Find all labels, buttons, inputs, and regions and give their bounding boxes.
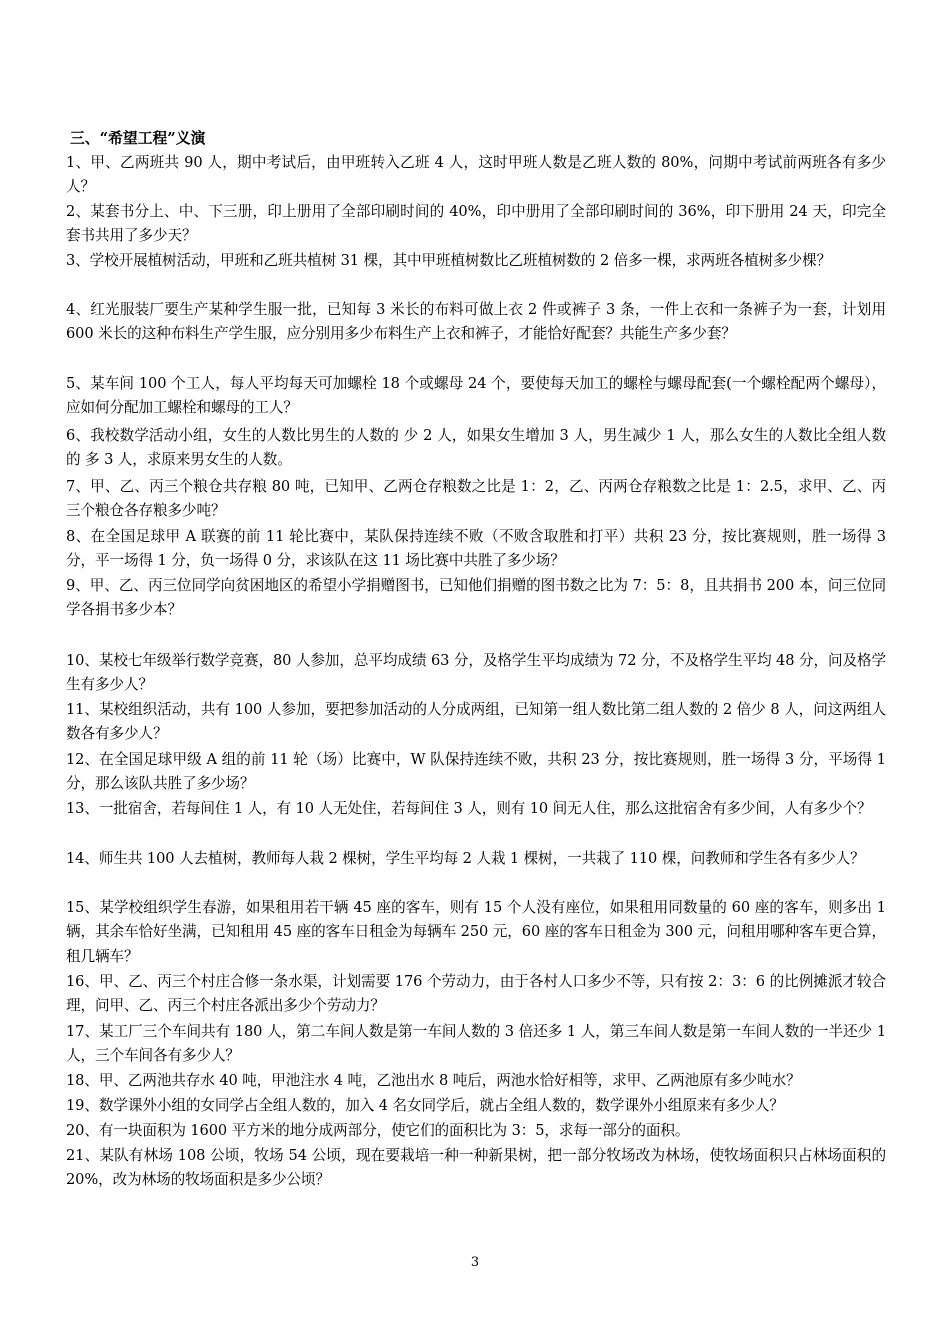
- question-11: 11、某校组织活动，共有 100 人参加，要把参加活动的人分成两组，已知第一组人数比第二组人数的 2 倍少 8 人，问这两组人数各有多少人？: [66, 701, 886, 743]
- question-7: 7、甲、乙、丙三个粮仓共存粮 80 吨，已知甲、乙两仓存粮数之比是 1：2，乙、丙两仓存粮数之比是 1：2.5，求甲、乙、丙三个粮仓各存粮多少吨？: [66, 478, 886, 520]
- question-9: 9、甲、乙、丙三位同学向贫困地区的希望小学捐赠图书，已知他们捐赠的图书数之比为 7：5：8，且共捐书 200 本，问三位同学各捐书多少本？: [66, 577, 886, 619]
- question-15: 15、某学校组织学生春游，如果租用若干辆 45 座的客车，则有 15 个人没有座位，如果租用同数量的 60 座的客车，则多出 1 辆，其余车恰好坐满，已知租用 45 座的客车日租金为每辆车 250 元，60 座的客车日租金为 300 元，问租用哪种客车更合算，租几辆车？: [66, 899, 886, 965]
- question-13: 13、一批宿舍，若每间住 1 人，有 10 人无处住，若每间住 3 人，则有 10 间无人住，那么这批宿舍有多少间，人有多少个？: [66, 800, 872, 817]
- question-8: 8、在全国足球甲 A 联赛的前 11 轮比赛中，某队保持连续不败（不败含取胜和打平）共积 23 分，按比赛规则，胜一场得 3 分，平一场得 1 分，负一场得 0 分，求该队在这 11 场比赛中共胜了多少场？: [66, 528, 886, 570]
- question-20: 20、有一块面积为 1600 平方米的地分成两部分，使它们的面积比为 3：5，求每一部分的面积。: [66, 1122, 690, 1139]
- question-6: 6、我校数学活动小组，女生的人数比男生的人数的 少 2 人，如果女生增加 3 人，男生减少 1 人，那么女生的人数比全组人数的 多 3 人，求原来男女生的人数。: [66, 427, 886, 469]
- question-16: 16、甲、乙、丙三个村庄合修一条水渠，计划需要 176 个劳动力，由于各村人口多少不等，只有按 2：3：6 的比例摊派才较合理，问甲、乙、丙三个村庄各派出多少个劳动力？: [66, 973, 886, 1015]
- question-21: 21、某队有林场 108 公顷，牧场 54 公顷，现在要栽培一种一种新果树，把一部分牧场改为林场，使牧场面积只占林场面积的 20%，改为林场的牧场面积是多少公顷？: [66, 1147, 886, 1189]
- question-17: 17、某工厂三个车间共有 180 人，第二车间人数是第一车间人数的 3 倍还多 1 人，第三车间人数是第一车间人数的一半还少 1 人，三个车间各有多少人？: [66, 1023, 886, 1065]
- question-14: 14、师生共 100 人去植树，教师每人栽 2 棵树，学生平均每 2 人栽 1 棵树，一共栽了 110 棵，问教师和学生各有多少人？: [66, 850, 865, 867]
- question-2: 2、某套书分上、中、下三册，印上册用了全部印刷时间的 40%，印中册用了全部印刷时间的 36%，印下册用 24 天，印完全套书共用了多少天？: [66, 203, 886, 245]
- question-18: 18、甲、乙两池共存水 40 吨，甲池注水 4 吨，乙池出水 8 吨后，两池水恰好相等，求甲、乙两池原有多少吨水？: [66, 1072, 801, 1089]
- question-19: 19、数学课外小组的女同学占全组人数的，加入 4 名女同学后，就占全组人数的，数学课外小组原来有多少人？: [66, 1097, 784, 1114]
- question-1: 1、甲、乙两班共 90 人，期中考试后，由甲班转入乙班 4 人，这时甲班人数是乙班人数的 80%，问期中考试前两班各有多少人？: [66, 154, 886, 196]
- page-number: 3: [470, 1255, 480, 1270]
- section-heading: 三、“希望工程”义演: [70, 130, 206, 147]
- question-5: 5、某车间 100 个工人，每人平均每天可加螺栓 18 个或螺母 24 个，要使每天加工的螺栓与螺母配套(一个螺栓配两个螺母），应如何分配加工螺栓和螺母的工人？: [66, 375, 886, 417]
- question-12: 12、在全国足球甲级 A 组的前 11 轮（场）比赛中，W 队保持连续不败，共积 23 分，按比赛规则，胜一场得 3 分，平场得 1 分，那么该队共胜了多少场？: [66, 751, 886, 793]
- question-3: 3、学校开展植树活动，甲班和乙班共植树 31 棵，其中甲班植树数比乙班植树数的 2 倍多一棵，求两班各植树多少棵？: [66, 252, 832, 269]
- question-4: 4、红光服装厂要生产某种学生服一批，已知每 3 米长的布料可做上衣 2 件或裤子 3 条，一件上衣和一条裤子为一套，计划用 600 米长的这种布料生产学生服，应分别用多少布料生产上衣和裤子，才能恰好配套？共能生产多少套？: [66, 301, 886, 343]
- question-10: 10、某校七年级举行数学竞赛，80 人参加，总平均成绩 63 分，及格学生平均成绩为 72 分，不及格学生平均 48 分，问及格学生有多少人？: [66, 652, 886, 694]
